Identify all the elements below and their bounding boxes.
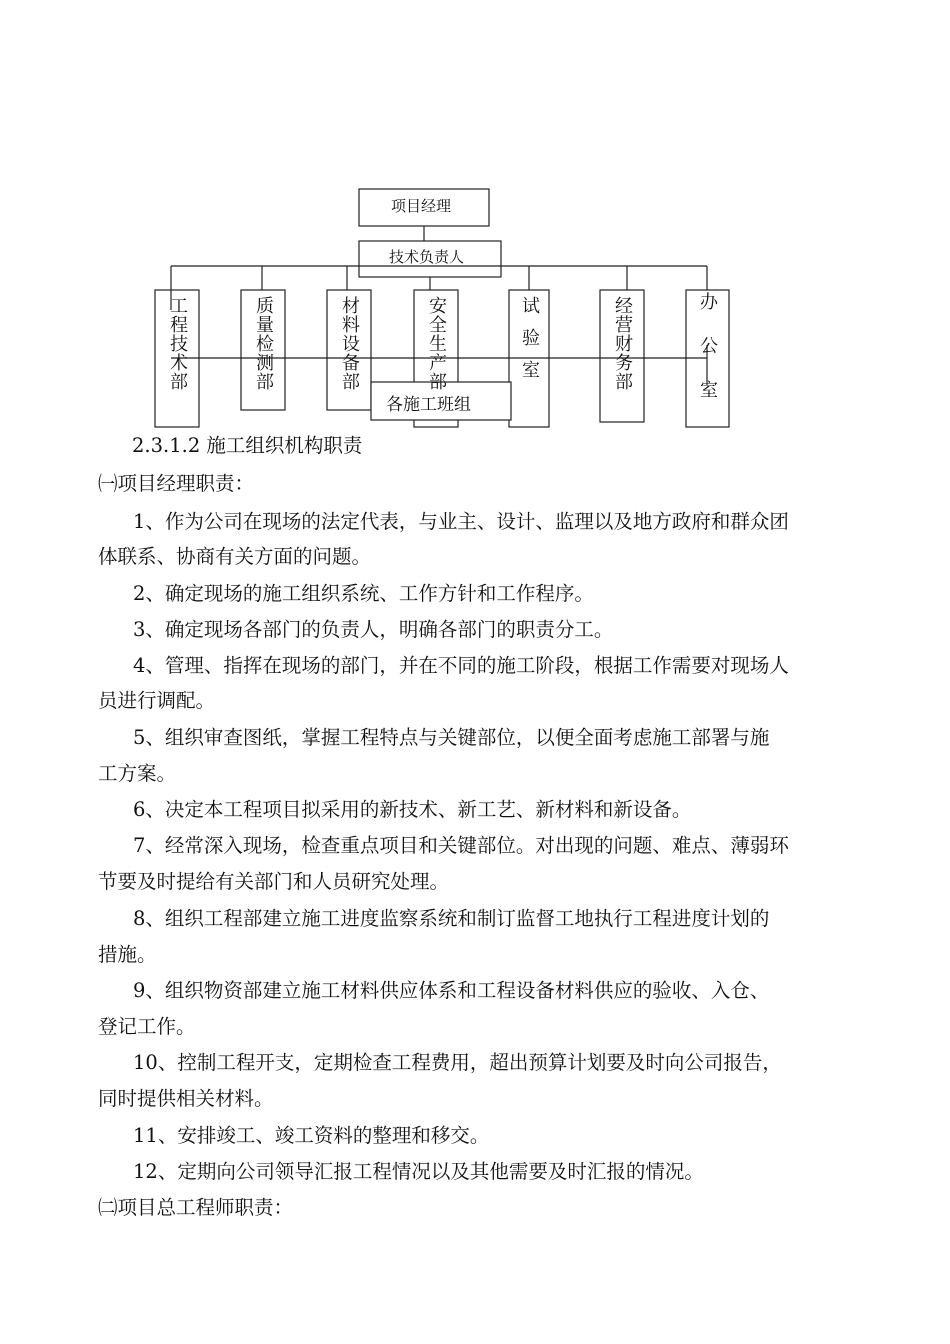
para-line-6: 员进行调配。: [98, 689, 216, 712]
para-line-19: 12、定期向公司领导汇报工程情况以及其他需要及时汇报的情况。: [133, 1160, 704, 1183]
para-line-11: 节要及时提给有关部门和人员研究处理。: [98, 870, 450, 893]
dept-label-7: 办公室: [697, 292, 718, 424]
dept-label-5: 试验室: [519, 296, 540, 392]
para-line-14: 9、组织物资部建立施工材料供应体系和工程设备材料供应的验收、入仓、: [133, 979, 770, 1002]
para-line-9: 6、决定本工程项目拟采用的新技术、新工艺、新材料和新设备。: [133, 798, 692, 821]
dept-label-3: 材料设备部: [339, 296, 360, 391]
dept-label-2: 质量检测部: [253, 296, 274, 391]
para-line-3: 2、确定现场的施工组织系统、工作方针和工作程序。: [133, 582, 594, 605]
para-line-16: 10、控制工程开支，定期检查工程费用，超出预算计划要及时向公司报告，: [133, 1051, 782, 1074]
dept-label-6: 经营财务部: [612, 296, 633, 391]
org-bottom-label: 各施工班组: [386, 395, 471, 415]
dept-label-4: 安全生产部: [426, 296, 447, 391]
para-line-8: 工方案。: [98, 762, 177, 785]
para-line-4: 3、确定现场各部门的负责人，明确各部门的职责分工。: [133, 618, 614, 641]
para-line-18: 11、安排竣工、竣工资料的整理和移交。: [133, 1124, 490, 1147]
org-chart: [0, 0, 950, 440]
org-second-label: 技术负责人: [389, 248, 465, 266]
subheading-1: ㈠项目经理职责：: [98, 472, 255, 495]
para-line-13: 措施。: [98, 943, 157, 966]
para-line-1: 1、作为公司在现场的法定代表，与业主、设计、监理以及地方政府和群众团: [133, 510, 789, 533]
para-line-15: 登记工作。: [98, 1015, 196, 1038]
dept-label-1: 工程技术部: [167, 296, 188, 391]
para-line-2: 体联系、协商有关方面的问题。: [98, 545, 372, 568]
section-heading: 2.3.1.2 施工组织机构职责: [132, 434, 363, 457]
org-top-label: 项目经理: [391, 197, 452, 215]
para-line-5: 4、管理、指挥在现场的部门，并在不同的施工阶段，根据工作需要对现场人: [133, 654, 789, 677]
subheading-2: ㈡项目总工程师职责：: [98, 1196, 294, 1219]
para-line-7: 5、组织审查图纸，掌握工程特点与关键部位，以便全面考虑施工部署与施: [133, 726, 770, 749]
para-line-12: 8、组织工程部建立施工进度监察系统和制订监督工地执行工程进度计划的: [133, 907, 770, 930]
para-line-10: 7、经常深入现场，检查重点项目和关键部位。对出现的问题、难点、薄弱环: [133, 834, 789, 857]
para-line-17: 同时提供相关材料。: [98, 1087, 274, 1110]
